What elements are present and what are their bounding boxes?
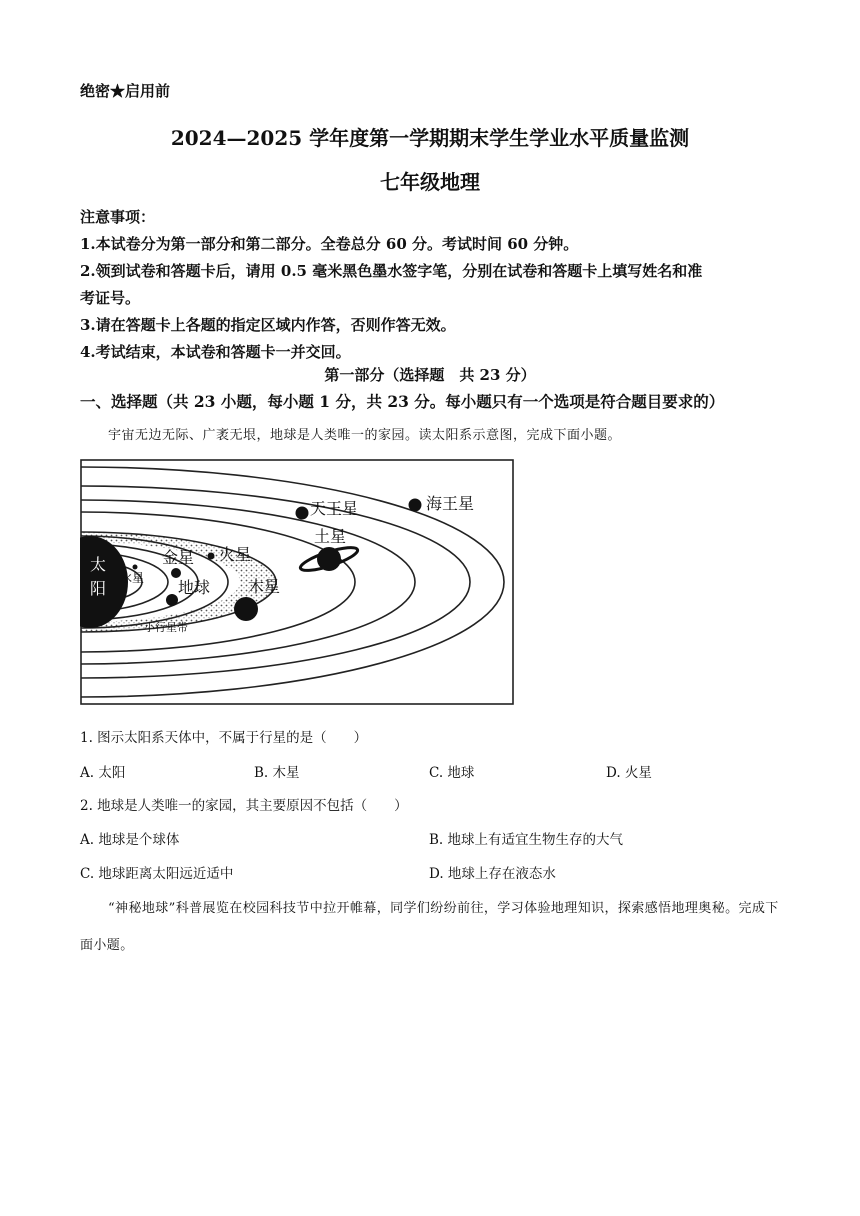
option-c[interactable]: C. 地球距离太阳远近适中 [80, 866, 234, 882]
notes-heading: 注意事项： [80, 208, 156, 226]
neptune-label: 海王星 [426, 494, 475, 513]
option-b[interactable]: B. 地球上有适宜生物生存的大气 [429, 832, 624, 848]
svg-text:阳: 阳 [89, 579, 107, 598]
jupiter-label: 木星 [248, 577, 281, 596]
confidential-mark: 绝密★启用前 [80, 82, 171, 100]
venus-body [171, 568, 181, 578]
neptune-body [409, 499, 422, 512]
note-item: 2.领到试卷和答题卡后，请用 0.5 毫米黑色墨水签字笔，分别在试卷和答题卡上填写姓名和准 [80, 262, 703, 280]
option-d[interactable]: D. 火星 [606, 765, 652, 781]
exam-title: 2024—2025 学年度第一学期期末学生学业水平质量监测 [170, 126, 690, 150]
exam-subtitle: 七年级地理 [380, 170, 480, 194]
mercury-body [133, 565, 138, 570]
option-d[interactable]: D. 地球上存在液态水 [429, 866, 556, 882]
uranus-body [296, 507, 309, 520]
note-item: 考证号。 [80, 289, 141, 307]
earth-body [166, 594, 178, 606]
section-heading: 一、选择题（共 23 小题，每小题 1 分，共 23 分。每小题只有一个选项是符合题目要求的） [80, 392, 725, 411]
mercury-label: 水星 [120, 571, 145, 585]
sun-label: 太 [89, 555, 107, 574]
note-item: 3.请在答题卡上各题的指定区域内作答，否则作答无效。 [80, 316, 456, 334]
earth-label: 地球 [178, 578, 211, 597]
saturn-label: 土星 [314, 527, 347, 546]
note-item: 1.本试卷分为第一部分和第二部分。全卷总分 60 分。考试时间 60 分钟。 [80, 235, 579, 253]
part-title: 第一部分（选择题 共 23 分） [324, 366, 536, 384]
option-a[interactable]: A. 地球是个球体 [80, 832, 180, 848]
asteroid-belt-label: 小行星带 [144, 621, 188, 634]
question-stem: 1. 图示太阳系天体中，不属于行星的是（ ） [80, 730, 368, 746]
uranus-label: 天王星 [310, 499, 359, 518]
mars-body [208, 553, 215, 560]
question-stem: 2. 地球是人类唯一的家园，其主要原因不包括（ ） [80, 798, 408, 814]
question-intro: 宇宙无边无际、广袤无垠，地球是人类唯一的家园。读太阳系示意图，完成下面小题。 [108, 428, 622, 443]
option-a[interactable]: A. 太阳 [80, 765, 126, 781]
option-b[interactable]: B. 木星 [254, 765, 300, 781]
jupiter-body [234, 597, 258, 621]
option-c[interactable]: C. 地球 [429, 765, 475, 781]
solar-system-diagram [80, 459, 516, 707]
note-item: 4.考试结束，本试卷和答题卡一并交回。 [80, 343, 351, 361]
mars-label: 火星 [219, 545, 252, 564]
question-intro: “神秘地球”科普展览在校园科技节中拉开帷幕，同学们纷纷前往，学习体验地理知识，探索感悟地理奥秘。完成下面小题。 [80, 901, 779, 953]
venus-label: 金星 [162, 548, 195, 567]
saturn-body [317, 547, 341, 571]
